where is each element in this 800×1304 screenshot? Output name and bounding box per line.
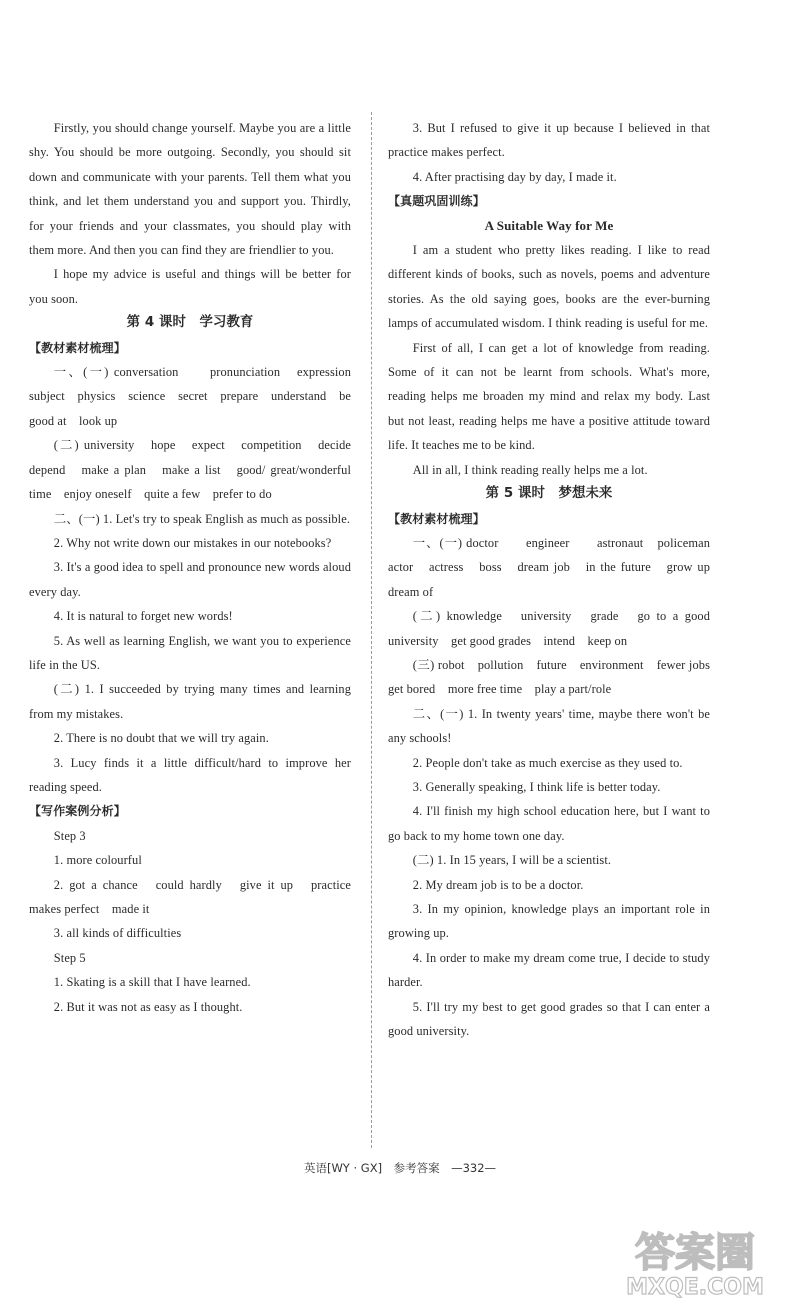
section-material-heading: 【教材素材梳理】 [29, 340, 126, 355]
step-label: Step 3 [53, 828, 86, 843]
section-writing-heading: 【写作案例分析】 [29, 804, 126, 819]
writing-item: 3. But I refused to give it up because I believed in that practice makes perfect. [388, 121, 710, 160]
sentence-item: 二、(一) 1. Let's try to speak English as much as possible. [53, 511, 351, 526]
writing-item: 1. more colourful [53, 853, 142, 868]
sentence-item: 3. It's a good idea to spell and pronounce new words aloud every day. [29, 560, 351, 599]
lesson-5-heading: 第 5 课时 梦想未来 [485, 486, 613, 502]
sentence-item: 5. I'll try my best to get good grades so that I can enter a good university. [388, 999, 710, 1039]
sentence-item: 2. People don't take as much exercise as they used to. [412, 755, 683, 770]
sentence-item: 3. Lucy finds it a little difficult/hard to improve her reading speed. [29, 755, 351, 794]
watermark-url-text: MXQE.COM [626, 1275, 764, 1298]
sentence-item: 2. Why not write down our mistakes in our notebooks? [53, 535, 332, 550]
vocab-list-2: (二) knowledge university grade go to a good university get good grades intend keep on [388, 609, 710, 648]
column-divider [371, 112, 372, 1148]
sentence-item: 2. My dream job is to be a doctor. [412, 877, 584, 892]
section-material-heading: 【教材素材梳理】 [388, 511, 485, 526]
right-column [388, 116, 723, 1043]
sentence-item: 3. In my opinion, knowledge plays an important role in growing up. [388, 902, 710, 941]
writing-item: 4. After practising day by day, I made it. [412, 169, 617, 184]
watermark-chinese-text: 答案圈 [635, 1230, 755, 1276]
section-real-exam-heading: 【真题巩固训练】 [388, 194, 485, 209]
vocab-list-3: (三) robot pollution future environment fewer jobs get bored more free time play a part/role [388, 657, 723, 697]
page-footer: 英语[WY · GX] 参考答案 —332— [303, 1161, 497, 1175]
sentence-item: 二、(一) 1. In twenty years' time, maybe there won't be any schools! [388, 706, 710, 746]
sentence-item: 4. It is natural to forget new words! [53, 609, 233, 624]
sentence-item: 3. Generally speaking, I think life is better today. [412, 779, 661, 794]
essay-paragraph: I am a student who pretty likes reading. I like to read different kinds of books, such as novels, poems and adventure stories. As the old saying goes, books are the ever-burning lamps of accumulated wisdom. I think reading is useful for me. [388, 243, 710, 331]
sentence-item: 4. I'll finish my high school education here, but I want to go back to my home town one day. [388, 804, 710, 843]
writing-item: 2. got a chance could hardly give it up practice makes perfect made it [29, 877, 351, 916]
sentence-item: 5. As well as learning English, we want you to experience life in the US. [29, 633, 351, 672]
left-column [29, 116, 364, 1019]
lesson-4-heading: 第 4 课时 学习教育 [126, 315, 254, 331]
vocab-list-2: (二) university hope expect competition decide depend make a plan make a list good/ great/wonderful time enjoy oneself quite a few prefer to do [29, 438, 364, 502]
advice-paragraph: Firstly, you should change yourself. Maybe you are a little shy. You should be more outgoing. Secondly, you should sit down and communicate with your parents. Tell them what you think, and let them understand you and support you. Thirdly, for your friends and your classmates, you should play with them more. And then you can find they are friendlier to you. [29, 121, 351, 258]
essay-paragraph: All in all, I think reading really helps me a lot. [412, 462, 648, 477]
writing-item: 3. all kinds of difficulties [53, 926, 182, 941]
vocab-list-1: 一、(一) doctor engineer astronaut policeman actor actress boss dream job in the future grow up dream of [388, 535, 723, 599]
sentence-item: 4. In order to make my dream come true, I decide to study harder. [388, 950, 710, 990]
advice-closing: I hope my advice is useful and things will be better for you soon. [29, 267, 351, 306]
sentence-item: 2. There is no doubt that we will try again. [53, 731, 269, 746]
vocab-list-1: 一、(一) conversation pronunciation expression subject physics science secret prepare understand be good at look up [29, 365, 364, 428]
essay-title: A Suitable Way for Me [484, 217, 614, 233]
writing-item: 1. Skating is a skill that I have learned. [53, 975, 251, 990]
sentence-item: (二) 1. I succeeded by trying many times and learning from my mistakes. [29, 682, 351, 721]
writing-item: 2. But it was not as easy as I thought. [53, 999, 243, 1014]
step-label: Step 5 [53, 950, 86, 965]
sentence-item: (二) 1. In 15 years, I will be a scientist. [412, 853, 612, 868]
site-watermark-logo [600, 1222, 790, 1298]
essay-paragraph: First of all, I can get a lot of knowledge from reading. Some of it can not be learnt from schools. What's more, reading helps me broaden my mind and relax my body. Last but not least, reading helps me have a positive attitude toward life. It teaches me to be kind. [388, 340, 710, 453]
